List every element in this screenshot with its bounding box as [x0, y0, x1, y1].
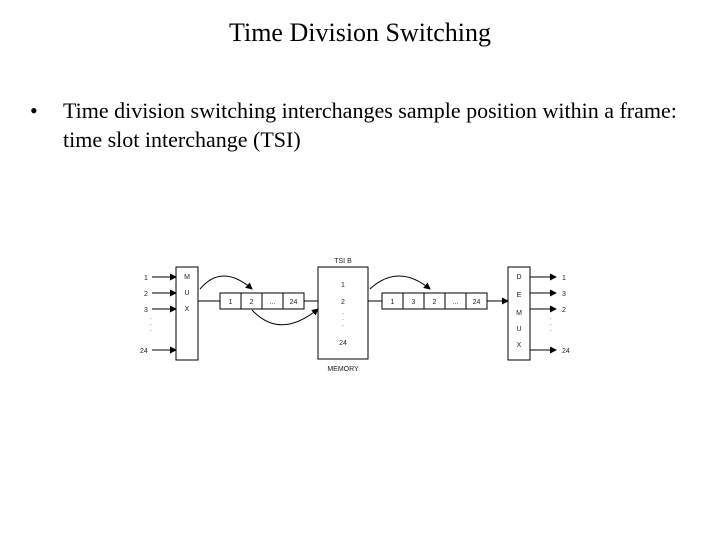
bullet-text: Time division switching interchanges sample position within a frame: time slot interchange (TSI) — [63, 98, 677, 152]
demux-letter-x: X — [516, 342, 522, 349]
input-ellipsis-2: . — [150, 321, 152, 327]
output-frame-slot-2: 2 — [432, 299, 437, 306]
output-ellipsis-2: . — [550, 321, 552, 327]
mux-letter-u: U — [184, 290, 190, 297]
demux-letter-u: U — [516, 326, 522, 333]
output-label-1: 1 — [562, 275, 566, 282]
memory-label: MEMORY — [327, 366, 359, 373]
input-arrow-to-frame — [200, 276, 252, 289]
output-label-2: 2 — [562, 307, 566, 314]
output-frame-slot-24: 24 — [472, 299, 481, 306]
input-ellipsis-1: . — [150, 315, 152, 321]
output-ellipsis-3: . — [550, 327, 552, 333]
tsi-row-24: 24 — [339, 340, 347, 347]
output-label-24: 24 — [562, 348, 570, 355]
output-label-3: 3 — [562, 291, 566, 298]
input-ellipsis-3: . — [150, 327, 152, 333]
output-frame-slot-ellipsis: ... — [452, 299, 459, 306]
mux-letter-x: X — [184, 306, 190, 313]
memory-arrow-to-output-frame — [370, 276, 430, 289]
input-frame-slot-ellipsis: ... — [269, 299, 276, 306]
tsi-diagram — [130, 245, 600, 380]
input-frame-slot-2: 2 — [249, 299, 254, 306]
tsi-ellipsis-2: . — [342, 316, 344, 322]
mux-letter-m: M — [184, 274, 190, 281]
tsi-row-2: 2 — [341, 299, 345, 306]
tsi-title: TSI B — [334, 258, 352, 265]
output-ellipsis-1: . — [550, 315, 552, 321]
slide-title: Time Division Switching — [229, 18, 491, 47]
demux-letter-m: M — [516, 310, 522, 317]
bullet-mark: • — [30, 98, 38, 123]
output-frame-slot-3: 3 — [411, 299, 416, 306]
input-label-24: 24 — [140, 348, 148, 355]
demux-letter-e: E — [516, 292, 522, 299]
tsi-ellipsis-1: . — [342, 310, 344, 316]
tsi-row-1: 1 — [341, 282, 345, 289]
demux-letter-d: D — [516, 274, 522, 281]
frame-arrow-to-memory — [252, 309, 318, 325]
input-frame-slot-1: 1 — [228, 299, 233, 306]
bullet-item — [30, 96, 690, 154]
input-label-1: 1 — [144, 275, 148, 282]
tsi-ellipsis-3: . — [342, 322, 344, 328]
input-label-3: 3 — [144, 307, 148, 314]
input-frame-slot-24: 24 — [289, 299, 298, 306]
output-frame-slot-1: 1 — [390, 299, 395, 306]
input-label-2: 2 — [144, 291, 148, 298]
